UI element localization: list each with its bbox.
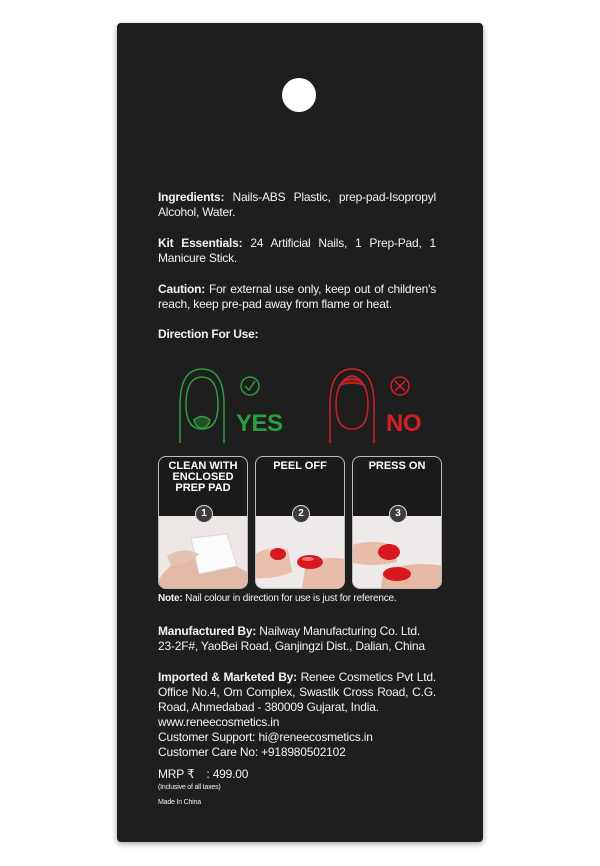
mrp-label: MRP ₹ (158, 767, 195, 781)
press-on-photo (353, 516, 441, 588)
imported-label: Imported & Marketed By: (158, 670, 297, 684)
step-2-number: 2 (292, 505, 310, 523)
note-value: Nail colour in direction for use is just for reference. (182, 593, 397, 604)
step-1-label: CLEAN WITH ENCLOSED PREP PAD (168, 460, 238, 494)
note-text (158, 593, 436, 605)
step-peel (255, 456, 345, 589)
website-text: www.reneecosmetics.in (158, 715, 280, 729)
ingredients-label: Ingredients: (158, 190, 225, 204)
care-text: Customer Care No: +918980502102 (158, 745, 346, 759)
caution-text (158, 282, 436, 312)
direction-title: Direction For Use: (158, 327, 259, 341)
finger-wrong-icon (330, 369, 374, 443)
step-press (352, 456, 442, 589)
hang-hole (282, 78, 316, 112)
step-3-number: 3 (389, 505, 407, 523)
check-circle-icon (241, 377, 259, 395)
peel-off-photo (256, 516, 344, 588)
manufactured-address: 23-2F#, YaoBei Road, Ganjingzi Dist., Dalian, China (158, 639, 425, 653)
caution-label: Caution: (158, 282, 206, 296)
ingredients-text (158, 190, 436, 220)
step-clean (158, 456, 248, 589)
manufactured-name: Nailway Manufacturing Co. Ltd. (256, 624, 421, 638)
kit-essentials-label: Kit Essentials: (158, 236, 243, 250)
imported-address: Renee Cosmetics Pvt Ltd. Office No.4, Om Complex, Swastik Cross Road, C.G. Road, Ahmedabad - 380009 Gujarat, India. (158, 670, 436, 714)
product-back-card (117, 23, 483, 842)
note-label: Note: (158, 593, 183, 604)
yes-label: YES (236, 410, 283, 437)
caution-value: For external use only, keep out of children's reach, keep pre-pad away from flame or heat. (158, 282, 436, 311)
manufactured-label: Manufactured By: (158, 624, 257, 638)
step-3-label: PRESS ON (368, 460, 426, 472)
kit-essentials-text (158, 236, 436, 266)
no-label: NO (386, 410, 421, 437)
finger-correct-icon (180, 369, 224, 443)
cross-circle-icon (391, 377, 409, 395)
step-2-label: PEEL OFF (273, 460, 327, 472)
imported-text (158, 670, 436, 715)
mrp-row (158, 767, 436, 782)
support-text: Customer Support: hi@reneecosmetics.in (158, 730, 373, 744)
clean-prep-pad-photo (159, 516, 247, 588)
kit-essentials-value: 24 Artificial Nails, 1 Prep-Pad, 1 Manicure Stick. (158, 236, 436, 265)
mrp-value: : 499.00 (206, 767, 249, 781)
step-1-number: 1 (195, 505, 213, 523)
mrp-tax-note: (Inclusive of all taxes) (158, 784, 221, 791)
ingredients-value: Nails-ABS Plastic, prep-pad-Isopropyl Alcohol, Water. (158, 190, 436, 219)
origin-text: Made In China (158, 799, 201, 806)
manufactured-text (158, 624, 436, 654)
